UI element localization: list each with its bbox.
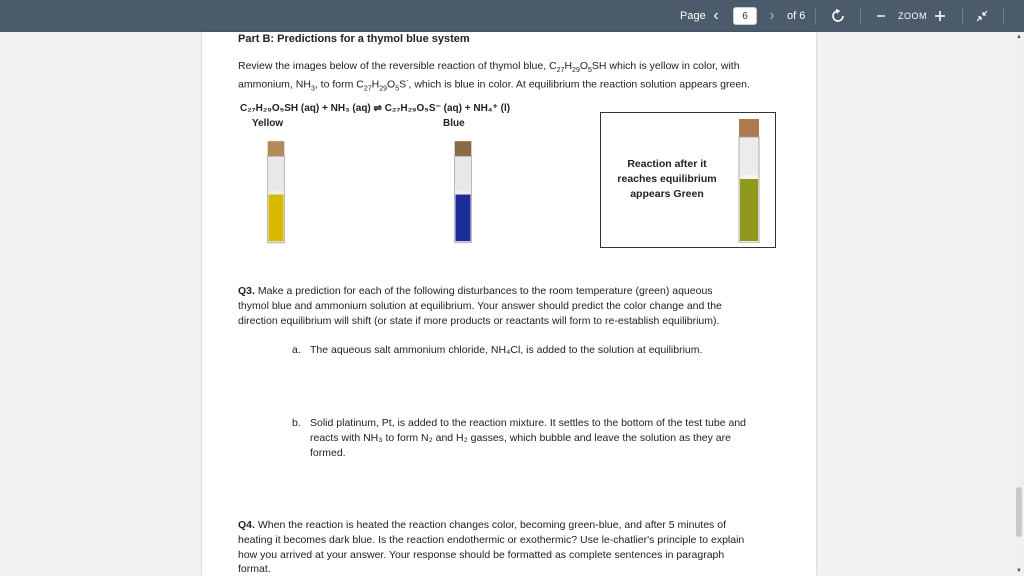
reaction-equation: C₂₇H₂₉O₅SH (aq) + NH₃ (aq) ⇌ C₂₇H₂₉O₅S⁻ (aq) + NH₄⁺ (l) [240,103,511,114]
q4-line-2: heating it becomes dark blue. Is the reaction endothermic or exothermic? Use le-chatlier's principle to explain [238,534,745,546]
q3b-line-1: Solid platinum, Pt, is added to the reaction mixture. It settles to the bottom of the test tube and [310,417,746,429]
q4-line-3: how you arrived at your answer. Your response should be formatted as complete sentences in paragraph [238,549,725,561]
zoom-in-button[interactable] [931,7,949,25]
collapse-icon[interactable] [973,7,991,25]
total-pages-label: of 6 [787,10,806,22]
green-test-tube [737,119,761,243]
q3b-line-3: formed. [310,447,346,459]
q4-line-1: Q4. When the reaction is heated the reaction changes color, becoming green-blue, and after 5 minutes of [238,519,726,531]
scroll-down-icon[interactable]: ▼ [1016,568,1022,574]
next-page-button[interactable]: › [769,7,775,24]
zoom-out-button[interactable] [872,7,890,25]
label-blue: Blue [443,118,465,129]
vertical-scrollbar[interactable] [1014,32,1024,576]
label-yellow: Yellow [252,118,284,129]
toolbar-divider [962,7,963,25]
rotate-icon[interactable] [829,7,847,25]
equilibrium-caption: Reaction after it reaches equilibrium appears Green [617,158,717,200]
previous-page-button[interactable]: ‹ [713,7,719,24]
scrollbar-thumb[interactable] [1016,487,1022,537]
pdf-toolbar [0,0,1024,32]
yellow-test-tube [266,132,286,252]
blue-test-tube [453,132,473,252]
equilibrium-box [600,112,776,248]
q3a-marker: a. [292,344,301,356]
intro-line-2: ammonium, $NH_3$, to form $C_{27}H_{29}O_5S^-$, which is blue in color. At equilibrium the reaction solution appears green. [238,78,750,93]
q3-line-1: Q3. Make a prediction for each of the following disturbances to the room temperature (green) aqueous [238,285,713,297]
toolbar-divider [1003,7,1004,25]
toolbar-divider [860,7,861,25]
page-number-input[interactable] [733,7,757,25]
q3b-marker: b. [292,417,301,429]
intro-line-1: Review the images below of the reversible reaction of thymol blue, $C_{27}H_{29}O_5SH$ which is yellow in color, with [238,60,740,75]
section-heading: Part B: Predictions for a thymol blue system [238,33,470,45]
zoom-label: ZOOM [898,11,927,21]
q3-line-3: direction equilibrium will shift (or state if more products or reactants will form to re-establish equilibrium). [238,315,720,327]
q3a-text: The aqueous salt ammonium chloride, NH₄Cl, is added to the solution at equilibrium. [310,344,703,356]
toolbar-divider [815,7,816,25]
document-page [202,32,816,576]
q3b-line-2: reacts with NH₃ to form N₂ and H₂ gasses, which bubble and leave the solution as they are [310,432,731,444]
q4-line-4: format. [238,563,271,575]
scroll-up-icon[interactable]: ▲ [1016,34,1022,40]
q3-line-2: thymol blue and ammonium solution at equilibrium. Your answer should predict the color change and the [238,300,722,312]
page-label: Page [680,10,706,22]
